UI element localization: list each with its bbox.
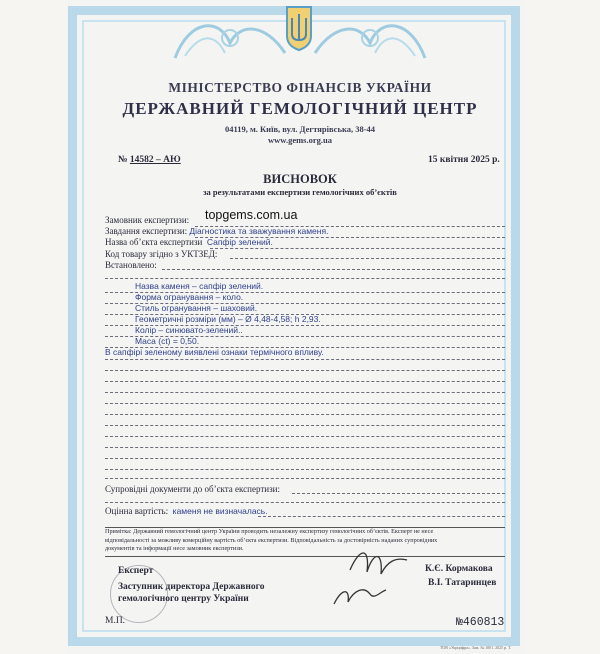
finding-item: Назва каменя – сапфір зелений. (135, 281, 264, 291)
blank-line (105, 458, 505, 459)
conclusion-text: В сапфірі зеленому виявлені ознаки термічного впливу. (105, 347, 324, 357)
center-website: www.gems.org.ua (268, 135, 332, 145)
object-value: Сапфір зелений. (206, 237, 273, 247)
finding-item: Геометричні розміри (мм) – Ø 4,48-4,58; h 2,93. (135, 314, 321, 324)
note-line: відповідальності за можливу комерційну вартість об’єкта експертизи. Відповідальність за достовірність наданих супровідних (105, 536, 438, 544)
expert-name: К.Є. Кормакова (425, 564, 493, 574)
document-title: ВИСНОВОК (263, 172, 337, 186)
object-label: Назва об’єкта експертизи (105, 237, 203, 247)
document-number (118, 155, 181, 165)
blank-line (105, 359, 505, 360)
blank-line (105, 370, 505, 371)
blank-line (105, 502, 505, 503)
ornament-left-icon (170, 8, 290, 64)
finding-item: Стиль огранування – шаховий. (135, 303, 258, 313)
deputy-name: В.І. Татаринцев (428, 578, 497, 588)
note-line: документів та інформації несе замовник експертизи. (105, 545, 244, 552)
number-prefix: № (118, 155, 130, 165)
center-address: 04119, м. Київ, вул. Дегтярівська, 38-44 (224, 124, 376, 134)
finding-item: Форма огранування – коло. (135, 292, 244, 302)
ministry-heading: МІНІСТЕРСТВО ФІНАНСІВ УКРАЇНИ (168, 80, 432, 95)
finding-item: Колір – синювато-зелений.. (135, 325, 243, 335)
accompanying-line (292, 493, 505, 494)
serial-number: №460813 (456, 616, 505, 629)
number-value: 14582 – АЮ (129, 155, 181, 165)
print-info: ТОВ «Укрцифра». Зам. № 1001. 2025 р. Т. (440, 645, 512, 650)
code-line (230, 258, 505, 259)
ornament-right-icon (310, 8, 430, 64)
blank-line (105, 469, 505, 470)
code-label: Код товару згідно з УКТЗЕД: (105, 249, 218, 259)
blank-line (105, 278, 505, 279)
customer-label: Замовник експертизи: (105, 215, 190, 225)
accompanying-label: Супровідні документи до об’єкта експертизи: (105, 484, 280, 494)
deputy-signature-icon (330, 580, 390, 610)
note-box (105, 527, 505, 557)
valuation-label: Оцінна вартість: (105, 506, 169, 516)
expert-label: Експерт (118, 566, 154, 576)
center-heading: ДЕРЖАВНИЙ ГЕМОЛОГІЧНИЙ ЦЕНТР (122, 99, 478, 118)
blank-line (105, 414, 505, 415)
expert-signature-icon (345, 542, 415, 582)
seal-place-label: М.П. (105, 616, 126, 626)
deputy-label-2: гемологічного центру України (118, 594, 249, 604)
blank-line (105, 392, 505, 393)
document-subtitle: за результатами експертизи гемологічних об’єктів (203, 187, 397, 197)
task-label: Завдання експертизи: (105, 226, 188, 236)
task-row (105, 226, 328, 236)
task-value: Діагностика та зважування каменя. (189, 226, 329, 236)
object-line (210, 248, 505, 249)
trident-emblem-icon (284, 4, 314, 52)
blank-line (105, 381, 505, 382)
blank-line (105, 403, 505, 404)
established-label: Встановлено: (105, 260, 157, 270)
deputy-label-1: Заступник директора Державного (118, 582, 265, 592)
established-line (162, 269, 505, 270)
blank-line (105, 447, 505, 448)
valuation-line (258, 516, 505, 517)
blank-line (105, 478, 505, 479)
valuation-value: каменя не визначалась. (172, 506, 268, 516)
blank-line (105, 425, 505, 426)
note-line: Примітка: Державний гемологічний центр України проводить незалежну експертизу гемологічних об’єктів. Експерт не несе (105, 528, 434, 535)
valuation-row (105, 506, 268, 516)
finding-item: Маса (ct) = 0,50. (135, 336, 200, 346)
document-date: 15 квітня 2025 р. (428, 155, 500, 165)
object-row (105, 237, 273, 247)
blank-line (105, 436, 505, 437)
watermark: topgems.com.ua (205, 208, 298, 222)
